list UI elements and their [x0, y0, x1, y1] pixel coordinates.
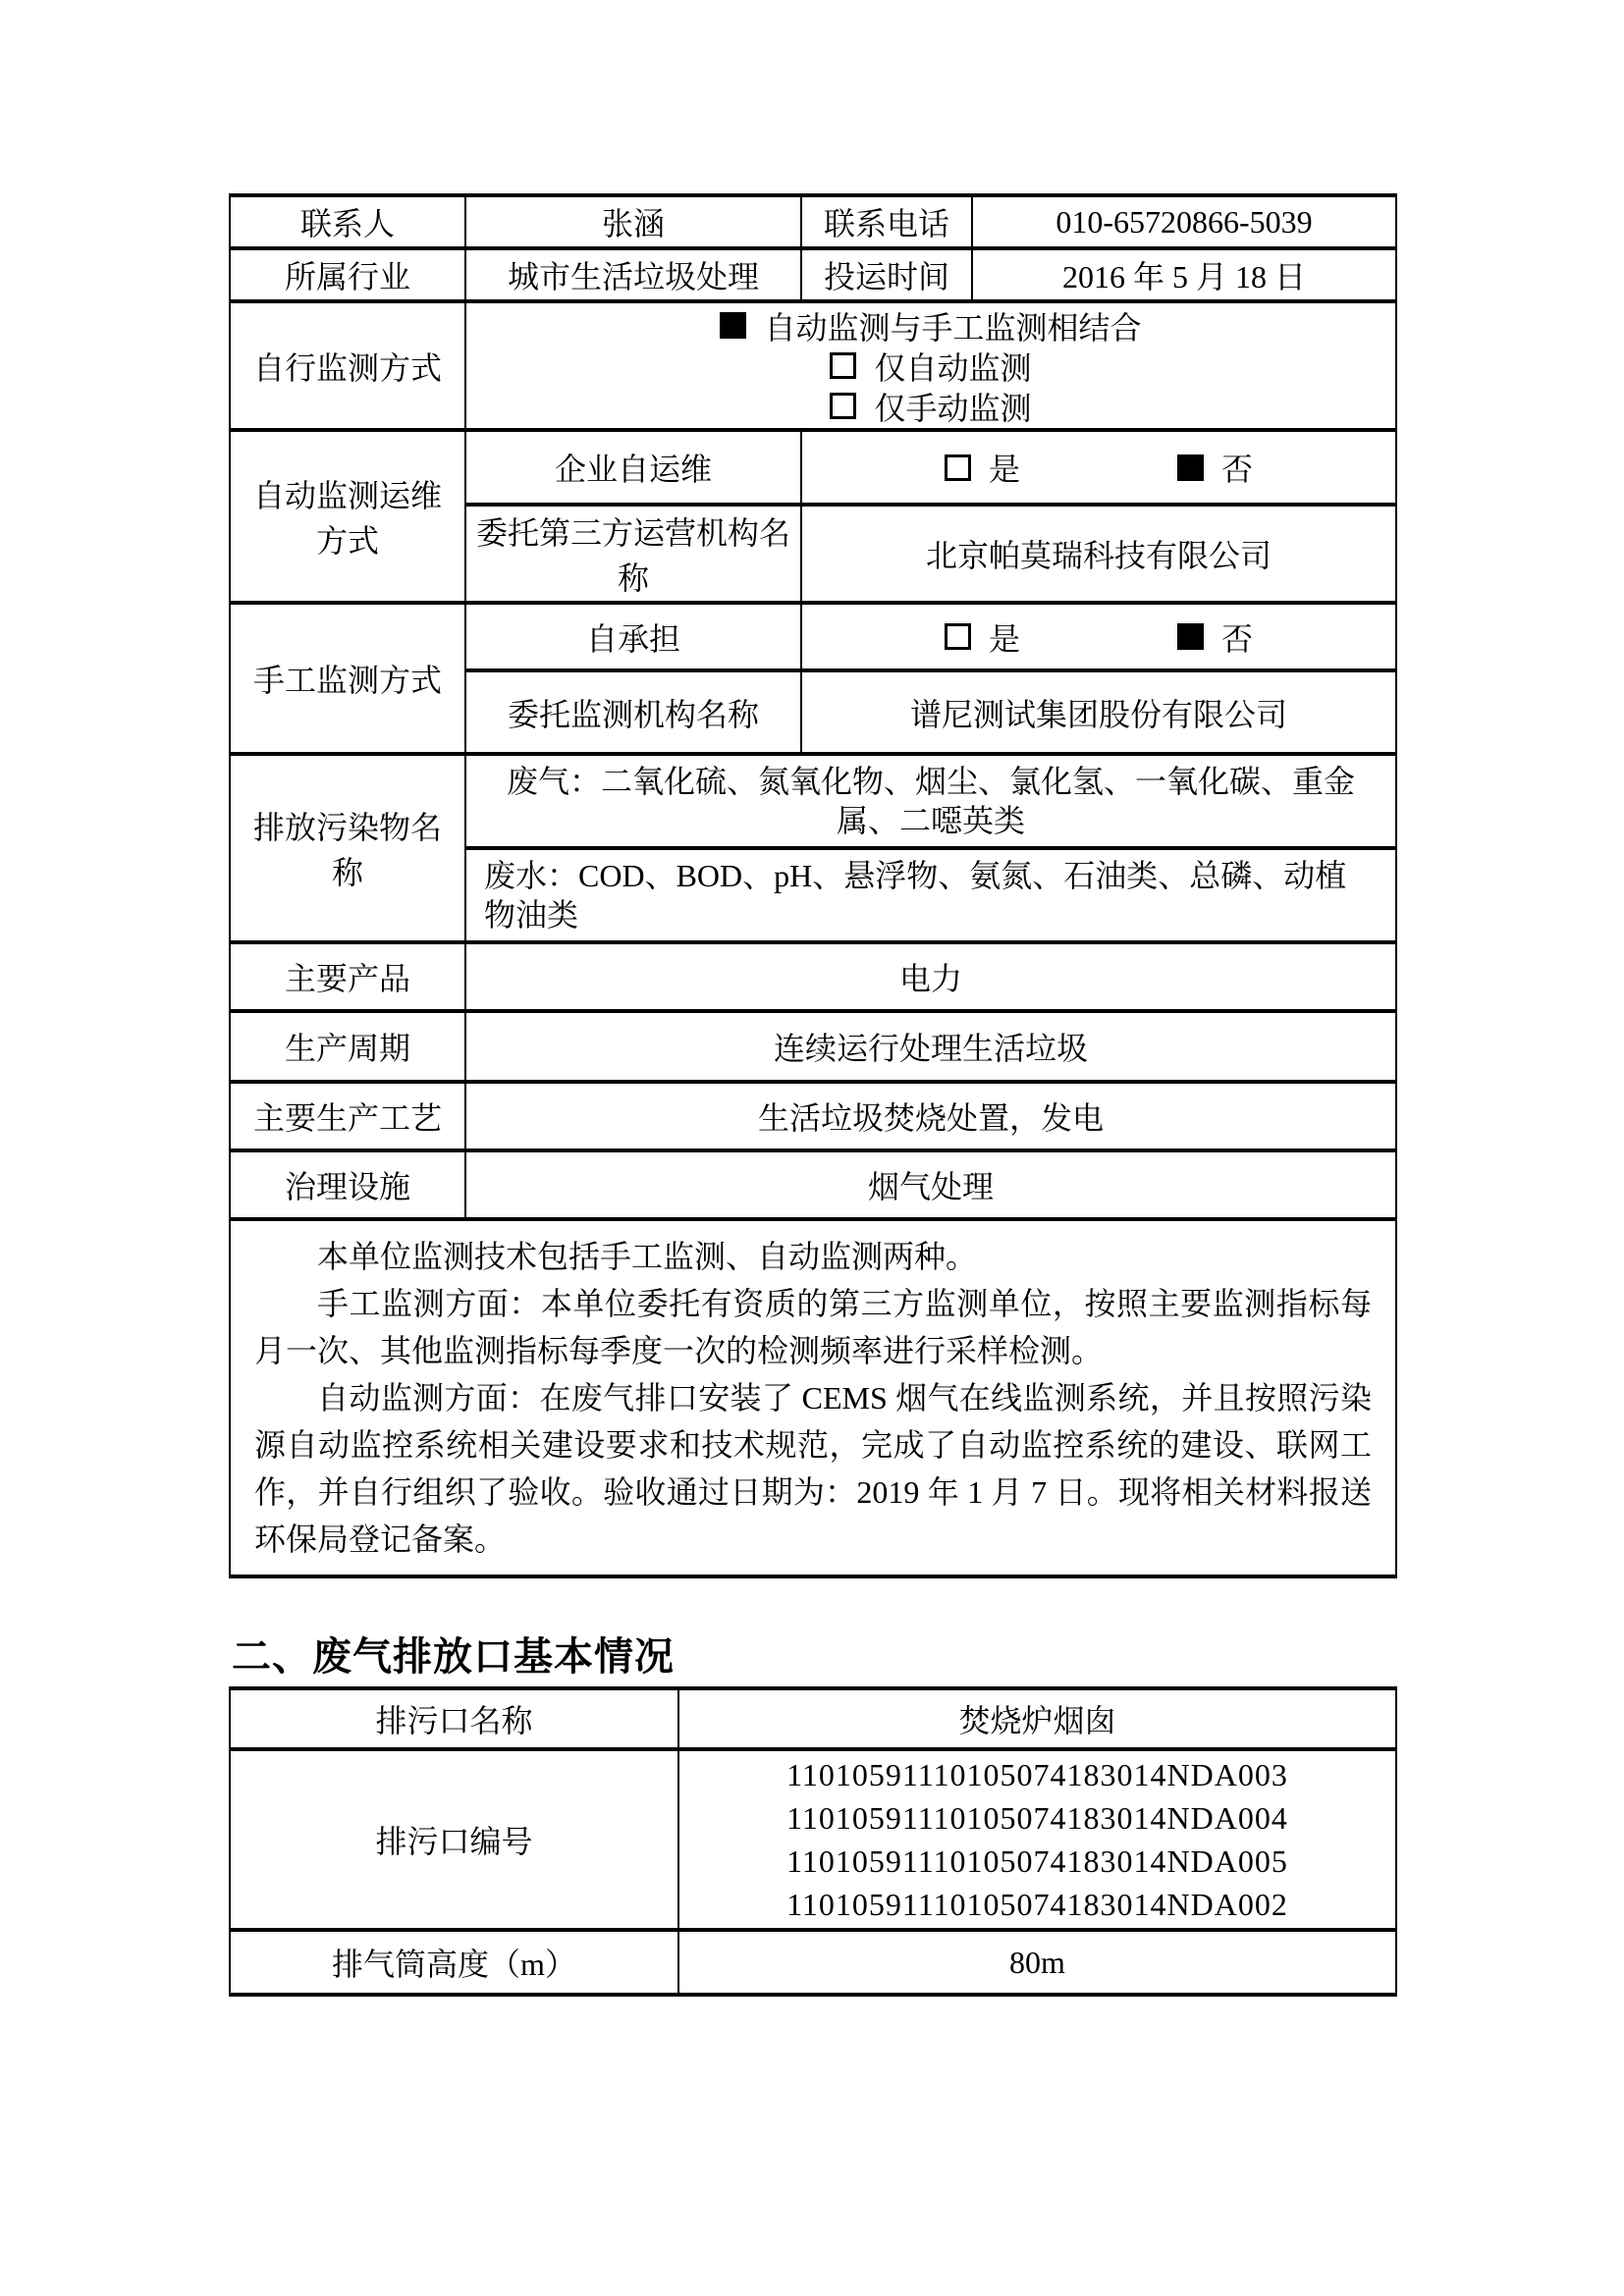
- yes-option: [945, 445, 1020, 490]
- pollutant-label: 排放污染物名称: [230, 754, 465, 942]
- process-value: 生活垃圾焚烧处置，发电: [465, 1082, 1396, 1150]
- outlet-id-label: 排污口编号: [230, 1749, 678, 1930]
- outlet-id: 11010591110105074183014NDA003: [786, 1757, 1288, 1792]
- manual-self-bear-answer: [801, 603, 1396, 670]
- outlet-name-label: 排污口名称: [230, 1688, 678, 1749]
- gas-outlet-table: [229, 1686, 1397, 1997]
- outlet-id: 11010591110105074183014NDA005: [786, 1843, 1288, 1879]
- contact-row: [230, 195, 1396, 248]
- option-label: 自动监测与手工监测相结合: [764, 309, 1142, 346]
- treatment-row: [230, 1150, 1396, 1219]
- option-label: 仅自动监测: [874, 349, 1032, 386]
- stack-height-row: [230, 1930, 1396, 1995]
- yes-label: 是: [988, 452, 1020, 487]
- outlet-id-list: [678, 1749, 1396, 1930]
- phone-label: 联系电话: [801, 195, 972, 248]
- no-option: [1177, 445, 1253, 490]
- outlet-id: 11010591110105074183014NDA004: [786, 1800, 1288, 1836]
- notes-paragraph-3: 自动监测方面：在废气排口安装了 CEMS 烟气在线监测系统，并且按照污染源自动监控系统相关建设要求和技术规范，完成了自动监控系统的建设、联网工作，并自行组织了验收。验收通过日期为：2019 年 1 月 7 日。现将相关材料报送环保局登记备案。: [254, 1380, 1372, 1557]
- notes-paragraph-1: 本单位监测技术包括手工监测、自动监测两种。: [317, 1239, 978, 1274]
- manual-self-bear-label: 自承担: [465, 603, 801, 670]
- treatment-label: 治理设施: [230, 1150, 465, 1219]
- process-row: [230, 1082, 1396, 1150]
- manual-agency-label: 委托监测机构名称: [465, 670, 801, 754]
- start-date-label: 投运时间: [801, 248, 972, 301]
- auto-third-party-label: 委托第三方运营机构名称: [465, 505, 801, 603]
- auto-third-party-value: 北京帕莫瑞科技有限公司: [801, 505, 1396, 603]
- auto-self-run-label: 企业自运维: [465, 430, 801, 505]
- pollutant-gas-row: [230, 754, 1396, 848]
- outlet-name-value: 焚烧炉烟囱: [678, 1688, 1396, 1749]
- pollutant-gas-value: 废气：二氧化硫、氮氧化物、烟尘、氯化氢、一氧化碳、重金属、二噁英类: [465, 754, 1396, 848]
- industry-label: 所属行业: [230, 248, 465, 301]
- monitoring-notes-row: [230, 1219, 1396, 1576]
- start-date-value: 2016 年 5 月 18 日: [972, 248, 1396, 301]
- monitoring-notes: [230, 1219, 1396, 1576]
- checkbox-unchecked-icon: [830, 393, 856, 419]
- cycle-row: [230, 1011, 1396, 1082]
- contact-label: 联系人: [230, 195, 465, 248]
- option-label: 仅手动监测: [874, 390, 1032, 426]
- auto-self-run-answer: [801, 430, 1396, 505]
- auto-ops-label: 自动监测运维方式: [230, 430, 465, 603]
- facility-info-table: [229, 193, 1397, 1578]
- option-manual-only: [476, 386, 1385, 426]
- product-row: [230, 942, 1396, 1011]
- checkbox-checked-icon: [1177, 454, 1204, 481]
- product-value: 电力: [465, 942, 1396, 1011]
- manual-mode-label: 手工监测方式: [230, 603, 465, 754]
- stack-height-label: 排气筒高度（m）: [230, 1930, 678, 1995]
- section2-heading: 二、废气排放口基本情况: [232, 1634, 675, 1679]
- checkbox-unchecked-icon: [945, 454, 971, 481]
- yes-option: [945, 614, 1020, 660]
- self-monitoring-mode-label: 自行监测方式: [230, 301, 465, 430]
- process-label: 主要生产工艺: [230, 1082, 465, 1150]
- self-monitoring-options: [465, 301, 1396, 430]
- outlet-name-row: [230, 1688, 1396, 1749]
- stack-height-value: 80m: [678, 1930, 1396, 1995]
- option-combined-monitoring: [476, 305, 1385, 346]
- manual-self-bear-row: [230, 603, 1396, 670]
- treatment-value: 烟气处理: [465, 1150, 1396, 1219]
- contact-value: 张涵: [465, 195, 801, 248]
- pollutant-water-value: 废水：COD、BOD、pH、悬浮物、氨氮、石油类、总磷、动植物油类: [465, 848, 1396, 942]
- product-label: 主要产品: [230, 942, 465, 1011]
- notes-paragraph-2: 手工监测方面：本单位委托有资质的第三方监测单位，按照主要监测指标每月一次、其他监测指标每季度一次的检测频率进行采样检测。: [254, 1286, 1372, 1368]
- phone-value: 010-65720866-5039: [972, 195, 1396, 248]
- option-auto-only: [476, 346, 1385, 386]
- cycle-value: 连续运行处理生活垃圾: [465, 1011, 1396, 1082]
- manual-agency-value: 谱尼测试集团股份有限公司: [801, 670, 1396, 754]
- industry-value: 城市生活垃圾处理: [465, 248, 801, 301]
- yes-label: 是: [988, 620, 1020, 657]
- outlet-id: 11010591110105074183014NDA002: [786, 1887, 1288, 1922]
- self-monitoring-mode-row: [230, 301, 1396, 430]
- no-option: [1177, 614, 1253, 660]
- industry-row: [230, 248, 1396, 301]
- checkbox-unchecked-icon: [945, 623, 971, 650]
- checkbox-unchecked-icon: [830, 352, 856, 379]
- no-label: 否: [1221, 452, 1254, 487]
- checkbox-checked-icon: [1177, 623, 1204, 650]
- auto-ops-self-run-row: [230, 430, 1396, 505]
- outlet-id-row: [230, 1749, 1396, 1930]
- no-label: 否: [1221, 620, 1254, 657]
- cycle-label: 生产周期: [230, 1011, 465, 1082]
- checkbox-checked-icon: [720, 312, 746, 339]
